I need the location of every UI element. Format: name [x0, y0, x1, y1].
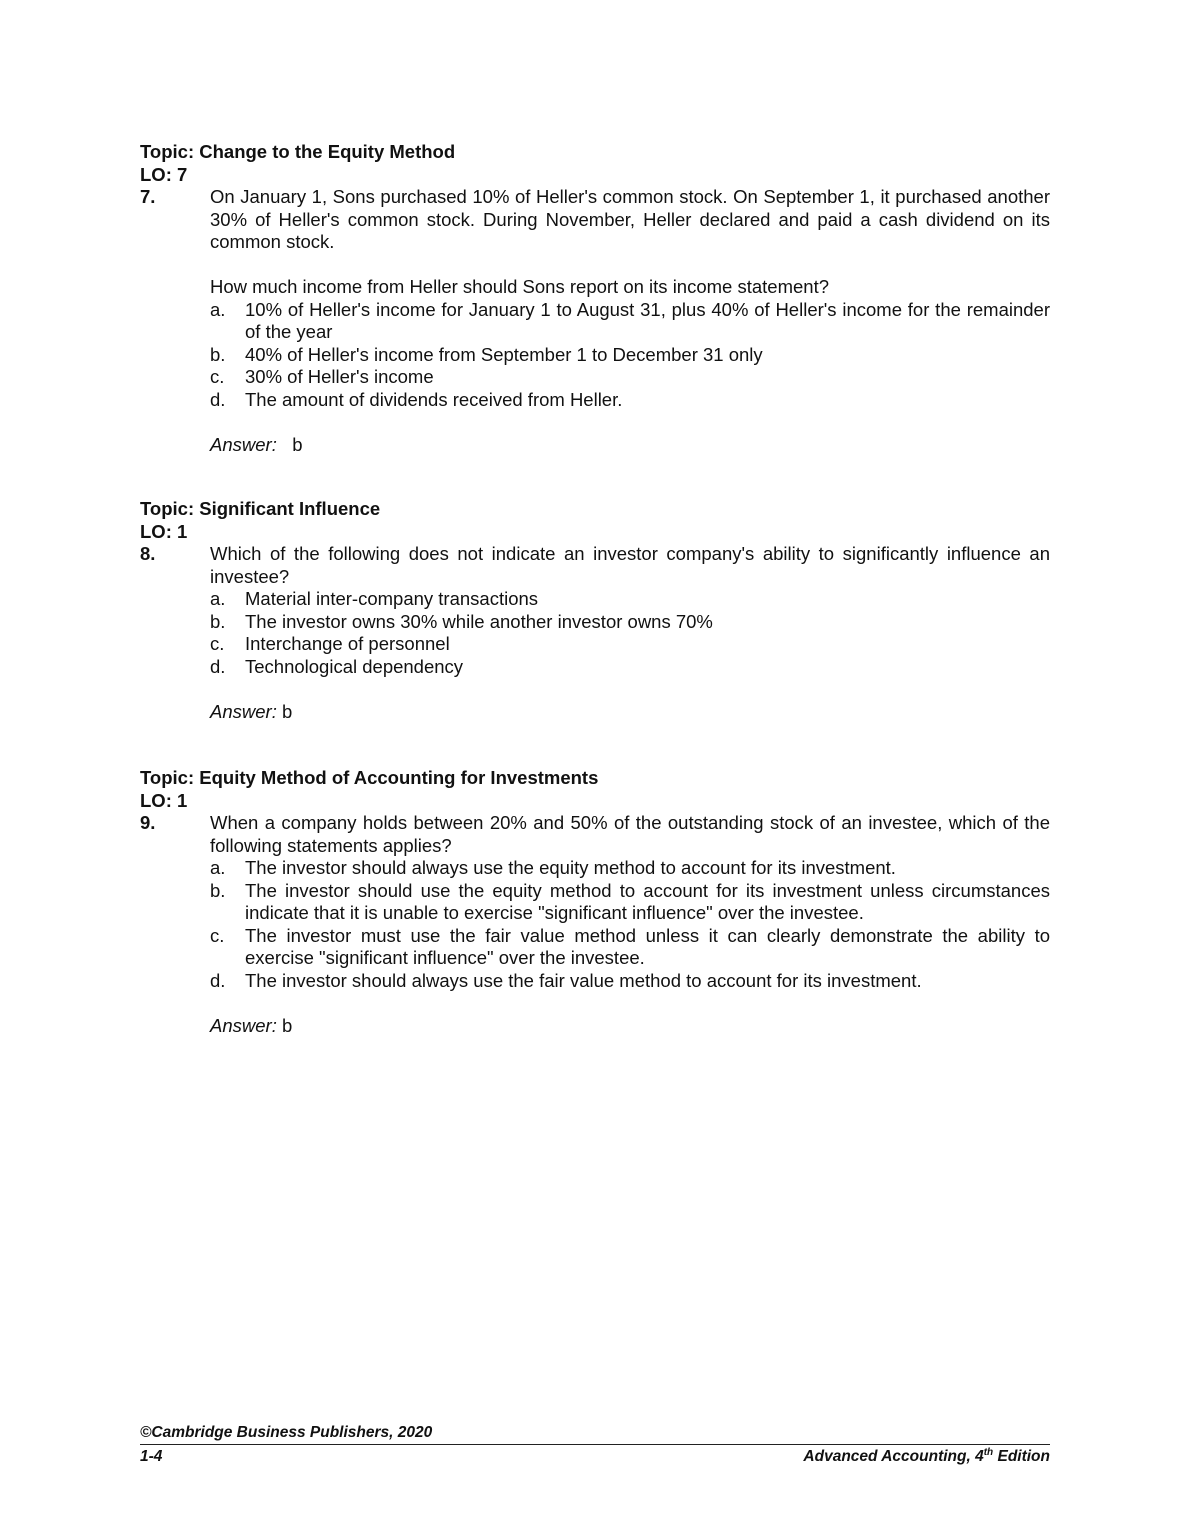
option-letter: d. — [210, 655, 226, 677]
option-a — [210, 857, 1050, 880]
answer-label: Answer: — [210, 700, 277, 722]
question-row — [140, 186, 1050, 456]
option-text: 10% of Heller's income for January 1 to August 31, plus 40% of Heller's income for the remainder of the year — [245, 298, 1050, 342]
option-letter: b. — [210, 343, 226, 365]
option-letter: b. — [210, 879, 226, 901]
option-text: The investor must use the fair value method unless it can clearly demonstrate the ability to exercise "significant influence" over the investee. — [245, 924, 1050, 968]
question-number: 7. — [140, 186, 156, 207]
option-letter: a. — [210, 857, 226, 878]
option-text: The investor should always use the equity method to account for its investment. — [245, 857, 896, 878]
answer-options — [210, 857, 1050, 992]
answer-options — [210, 588, 1050, 678]
option-text: 40% of Heller's income from September 1 to December 31 only — [245, 343, 763, 365]
option-d — [210, 389, 1050, 412]
book-title-main: Advanced Accounting, 4 — [803, 1448, 984, 1465]
option-text: The investor owns 30% while another investor owns 70% — [245, 610, 713, 632]
option-b — [210, 344, 1050, 367]
answer-options — [210, 299, 1050, 412]
copyright-notice: ©Cambridge Business Publishers, 2020 — [140, 1424, 433, 1441]
question-row — [140, 812, 1050, 1037]
option-text: Technological dependency — [245, 655, 464, 677]
option-a — [210, 299, 1050, 344]
page-footer — [140, 1422, 1050, 1469]
question-7 — [140, 140, 1050, 456]
option-letter: d. — [210, 969, 226, 991]
learning-objective: LO: 7 — [140, 163, 188, 185]
question-number: 8. — [140, 543, 156, 564]
option-c — [210, 925, 1050, 970]
answer-value: b — [281, 1014, 293, 1036]
answer-label: Answer: — [210, 433, 277, 455]
book-title — [803, 1445, 1050, 1469]
option-letter: c. — [210, 633, 225, 654]
learning-objective: LO: 1 — [140, 789, 188, 811]
question-8 — [140, 497, 1050, 723]
option-text: The investor should always use the fair value method to account for its investment. — [245, 969, 922, 991]
question-body — [210, 543, 1050, 723]
option-a — [210, 588, 1050, 611]
question-stem: On January 1, Sons purchased 10% of Heller's common stock. On September 1, it purchased another 30% of Heller's common stock. During November, Heller declared and paid a cash dividend on its common stock. — [210, 186, 1050, 252]
option-b — [210, 611, 1050, 634]
answer-line — [210, 701, 1050, 724]
question-stem: Which of the following does not indicate an investor company's ability to significantly influence an investee? — [210, 543, 1050, 587]
topic-heading: Topic: Significant Influence — [140, 498, 381, 519]
book-title-suffix: Edition — [993, 1448, 1050, 1465]
option-c — [210, 366, 1050, 389]
option-text: Interchange of personnel — [245, 633, 450, 654]
answer-value: b — [281, 700, 293, 722]
topic-heading: Topic: Equity Method of Accounting for Investments — [140, 767, 599, 788]
option-text: Material inter-company transactions — [245, 588, 539, 609]
answer-line — [210, 434, 1050, 457]
question-row — [140, 543, 1050, 723]
page-number: 1-4 — [140, 1448, 163, 1465]
option-b — [210, 880, 1050, 925]
option-d — [210, 656, 1050, 679]
learning-objective: LO: 1 — [140, 520, 188, 542]
answer-line — [210, 1015, 1050, 1038]
question-stem: When a company holds between 20% and 50% of the outstanding stock of an investee, which of the following statements applies? — [210, 812, 1050, 856]
option-letter: c. — [210, 366, 225, 387]
question-body — [210, 812, 1050, 1037]
answer-value: b — [292, 433, 303, 455]
option-letter: d. — [210, 388, 226, 410]
option-letter: b. — [210, 610, 226, 632]
question-body — [210, 186, 1050, 456]
topic-heading: Topic: Change to the Equity Method — [140, 141, 456, 162]
question-9 — [140, 766, 1050, 1037]
option-text: The amount of dividends received from Heller. — [245, 388, 623, 410]
option-letter: a. — [210, 588, 226, 609]
question-number: 9. — [140, 812, 156, 833]
option-c — [210, 633, 1050, 656]
footer-row — [140, 1445, 1050, 1469]
option-letter: a. — [210, 298, 226, 320]
question-prompt: How much income from Heller should Sons report on its income statement? — [210, 276, 829, 297]
option-text: 30% of Heller's income — [245, 366, 434, 387]
option-d — [210, 970, 1050, 993]
option-text: The investor should use the equity method to account for its investment unless circumstances indicate that it is unable to exercise "significant influence" over the investee. — [245, 879, 1050, 923]
option-letter: c. — [210, 924, 225, 946]
book-title-superscript: th — [983, 1446, 994, 1458]
answer-label: Answer: — [210, 1014, 277, 1036]
